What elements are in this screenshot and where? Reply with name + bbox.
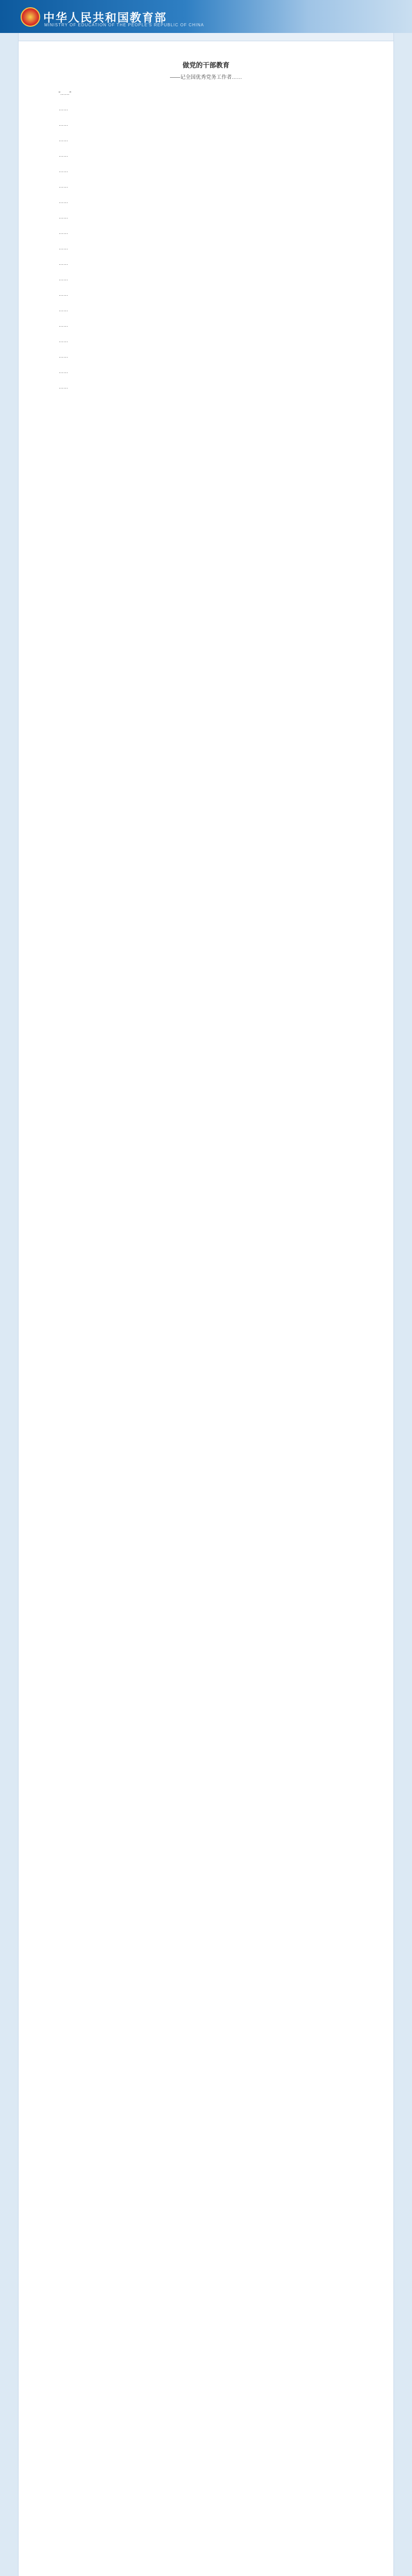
site-name[interactable]: 中华人民共和国教育部: [43, 11, 167, 24]
article-paragraph: ……: [59, 106, 68, 111]
article-paragraph: ……: [59, 230, 68, 235]
site-header: [0, 0, 412, 33]
article-paragraph: “……”: [59, 91, 71, 96]
article-paragraph: ……: [59, 214, 68, 219]
article-paragraph: ……: [59, 307, 68, 312]
article-title: 做党的干部教育: [182, 61, 230, 69]
national-emblem-icon: [21, 7, 40, 27]
article-paragraph: ……: [59, 245, 68, 250]
breadcrumb: [18, 33, 394, 41]
article-paragraph: ……: [59, 292, 68, 297]
article-paragraph: ……: [59, 199, 68, 204]
article-paragraph: ……: [59, 168, 68, 173]
article-paragraph: ……: [59, 152, 68, 158]
article-paragraph: ……: [59, 369, 68, 374]
article-paragraph: ……: [59, 276, 68, 281]
article-paragraph: ……: [59, 122, 68, 127]
article-paragraph: ……: [59, 353, 68, 359]
article-container: [18, 41, 394, 2576]
article-paragraph: ……: [59, 338, 68, 343]
article-paragraph: ……: [59, 323, 68, 328]
article-paragraph: ……: [59, 384, 68, 389]
article-paragraph: ……: [59, 137, 68, 142]
article-body: [49, 89, 363, 391]
article-paragraph: ……: [59, 261, 68, 266]
site-name-english: MINISTRY OF EDUCATION OF THE PEOPLE'S REPUBLIC OF CHINA: [44, 23, 204, 27]
article-subtitle: ——记全国优秀党务工作者……: [170, 75, 242, 80]
article-paragraph: ……: [59, 183, 68, 189]
